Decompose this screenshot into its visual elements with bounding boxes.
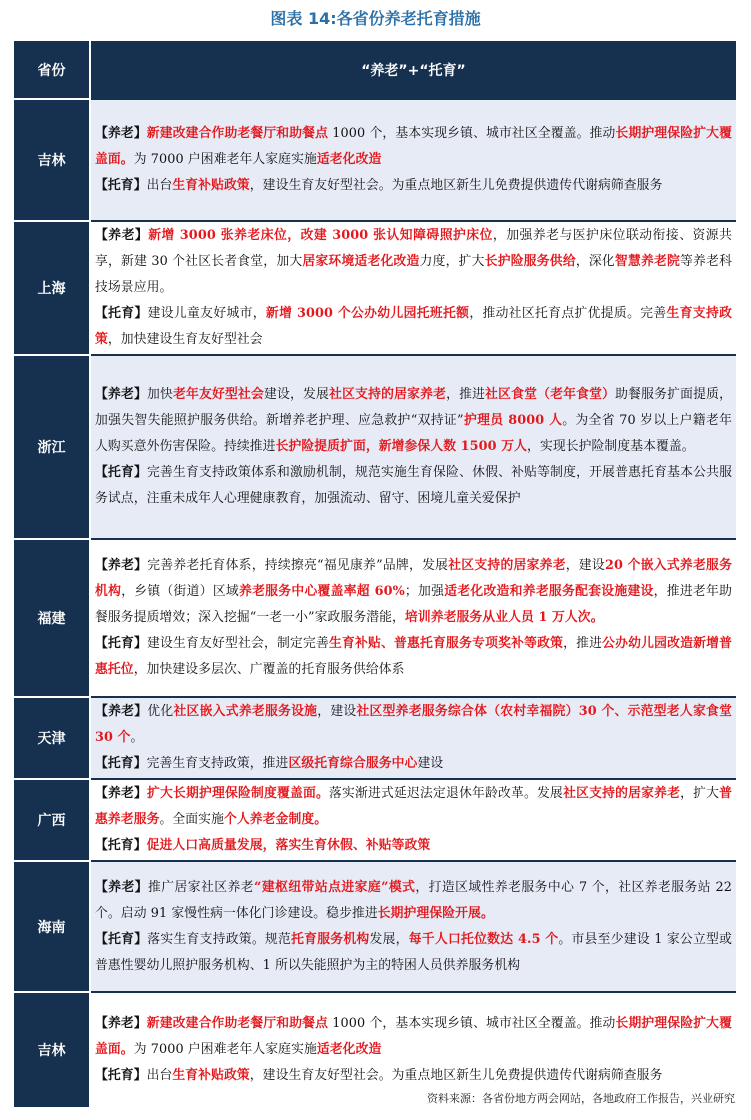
body-text: 为 7000 户困难老年人家庭实施 — [133, 1042, 317, 1057]
highlighted-text: 普惠养老服务 — [95, 786, 732, 827]
body-text: 助餐服务扩面提质，加强失智失能照护服务供给。新增养老护理、应急救护“双持证” — [95, 387, 733, 428]
elderly-care-paragraph — [95, 382, 732, 460]
highlighted-text: 老年友好型社会 — [173, 387, 265, 402]
category-tag: 【养老】 — [95, 228, 149, 243]
body-text: 推广居家社区养老 — [148, 879, 255, 895]
category-tag: 【托育】 — [95, 465, 148, 480]
highlighted-text: 社区食堂（老年食堂） — [485, 387, 616, 402]
province-cell: 天津 — [14, 697, 90, 779]
highlighted-text: 长期护理保险扩大覆盖面。 — [95, 126, 732, 167]
body-text: ，建设生育友好型社会。为重点地区新生儿免费提供遗传代谢病筛查服务 — [249, 178, 663, 193]
highlighted-text: 长护险服务供给 — [484, 254, 576, 269]
highlighted-text: 社区支持的居家养老 — [448, 558, 566, 573]
province-cell: 上海 — [14, 221, 90, 355]
body-text: ；加强 — [404, 584, 445, 599]
highlighted-text: 20 个嵌入式养老服务机构 — [95, 558, 732, 599]
body-text: ，建设生育友好型社会。为重点地区新生儿免费提供遗传代谢病筛查服务 — [249, 1068, 663, 1083]
table-row — [14, 861, 736, 992]
highlighted-text: 智慧养老院 — [614, 254, 681, 269]
source-note: 资料来源：各省份地方两会网站，各地政府工作报告，兴业研究 — [427, 1092, 735, 1105]
province-cell: 广西 — [14, 779, 90, 861]
header-measures: “养老”+“托育” — [90, 41, 736, 99]
body-text: ，乡镇（街道）区域 — [121, 584, 239, 599]
province-cell: 吉林 — [14, 99, 90, 221]
body-text: ，加快建设多层次、广覆盖的托育服务供给体系 — [133, 662, 405, 677]
highlighted-text: 适老化改造 — [316, 152, 382, 167]
body-text: 建设，发展 — [264, 387, 330, 402]
measures-cell — [90, 779, 736, 861]
highlighted-text: 生育补贴政策 — [172, 1068, 250, 1083]
body-text: ，推进老年助餐服务提质增效；深入挖掘“一老一小”家政服务潜能， — [95, 584, 732, 625]
body-text: 发展， — [369, 931, 409, 947]
table-row — [14, 99, 736, 221]
table-row — [14, 355, 736, 539]
body-text: 建设儿童友好城市， — [147, 306, 266, 321]
category-tag: 【托育】 — [95, 756, 147, 771]
province-cell: 浙江 — [14, 355, 90, 539]
highlighted-text: 新增 3000 个公办幼儿园托班托额 — [265, 306, 470, 321]
highlighted-text: 长期护理保险开展。 — [377, 905, 494, 921]
elderly-care-paragraph — [95, 553, 732, 631]
highlighted-text: 适老化改造 — [316, 1042, 382, 1057]
measures-cell — [90, 697, 736, 779]
body-text: ，扩大 — [680, 786, 720, 801]
measures-cell — [90, 539, 736, 697]
body-text: 。 — [130, 730, 144, 745]
highlighted-text: 护理员 8000 人 — [463, 413, 563, 428]
highlighted-text: 社区型养老服务综合体（农村幸福院）30 个、示范型老人家食堂 30 个 — [95, 704, 732, 745]
body-text: ，加强养老与医护床位联动衔接、资源共享，新建 30 个社区长者食堂，加大 — [95, 228, 733, 269]
category-tag: 【托育】 — [95, 306, 148, 321]
highlighted-text: 个人养老金制度。 — [223, 812, 328, 827]
body-text: ，实现长护险制度基本覆盖。 — [527, 439, 695, 454]
childcare-paragraph — [95, 1063, 732, 1089]
measures-cell — [90, 355, 736, 539]
category-tag: 【养老】 — [95, 704, 148, 719]
body-text: 落实渐进式延迟法定退休年龄改革。发展 — [329, 786, 564, 801]
body-text: 1000 个，基本实现乡镇、城市社区全覆盖。推动 — [328, 1016, 616, 1031]
category-tag: 【托育】 — [95, 1068, 147, 1083]
category-tag: 【托育】 — [95, 636, 148, 651]
childcare-paragraph — [95, 301, 732, 353]
measures-table — [14, 41, 736, 1107]
body-text: ，建设 — [565, 558, 605, 573]
body-text: ，建设 — [317, 704, 357, 719]
highlighted-text: 社区支持的居家养老 — [563, 786, 681, 801]
highlighted-text: 长期护理保险扩大覆盖面。 — [95, 1016, 732, 1057]
body-text: 出台 — [146, 1068, 173, 1083]
childcare-paragraph — [95, 833, 732, 859]
childcare-paragraph — [95, 927, 732, 979]
measures-cell — [90, 221, 736, 355]
elderly-care-paragraph — [95, 699, 732, 751]
body-text: 力度，扩大 — [419, 254, 485, 269]
category-tag: 【养老】 — [95, 126, 147, 141]
body-text: 。市县至少建设 1 家公立型或普惠性婴幼儿照护服务机构、1 所以失能照护为主的特困人员供养服务机构 — [95, 931, 733, 973]
elderly-care-paragraph — [95, 121, 732, 173]
category-tag: 【养老】 — [95, 879, 149, 895]
table-row — [14, 697, 736, 779]
category-tag: 【养老】 — [95, 1016, 147, 1031]
highlighted-text: 生育补贴政策 — [172, 178, 250, 193]
body-text: 。为全省 70 岁以上户籍老年人购买意外伤害保险。持续推进 — [95, 413, 733, 454]
elderly-care-paragraph — [95, 781, 732, 833]
province-cell: 福建 — [14, 539, 90, 697]
highlighted-text: “建枢纽带站点进家庭”模式 — [254, 879, 416, 895]
category-tag: 【托育】 — [95, 178, 147, 193]
highlighted-text: 生育支持政策 — [95, 306, 732, 347]
table-row — [14, 539, 736, 697]
body-text: ，打造区域性养老服务中心 7 个，社区养老服务站 22 个。启动 91 家慢性病一体化门诊建设。稳步推进 — [95, 879, 732, 921]
highlighted-text: 居家环境适老化改造 — [302, 254, 420, 269]
province-cell: 吉林 — [14, 992, 90, 1107]
body-text: ，推进 — [446, 387, 486, 402]
body-text: 完善生育支持政策，推进 — [146, 756, 289, 771]
highlighted-text: 社区支持的居家养老 — [329, 387, 447, 402]
highlighted-text: 托育服务机构 — [291, 931, 370, 947]
childcare-paragraph — [95, 460, 732, 512]
table-row — [14, 221, 736, 355]
highlighted-text: 社区嵌入式养老服务设施 — [173, 704, 318, 719]
elderly-care-paragraph — [95, 223, 732, 301]
elderly-care-paragraph — [95, 1011, 732, 1063]
highlighted-text: 生育补贴、普惠托育服务专项奖补等政策 — [329, 636, 564, 651]
body-text: ，推进 — [563, 636, 603, 651]
body-text: 完善养老托育体系，持续擦亮“福见康养”品牌，发展 — [147, 558, 449, 573]
body-text: 完善生育支持政策体系和激励机制，规范实施生育保险、休假、补贴等制度，开展普惠托育基本公共服务试点，注重未成年人心理健康教育，加强流动、留守、困境儿童关爱保护 — [95, 465, 733, 506]
highlighted-text: 养老服务中心覆盖率超 60% — [239, 584, 405, 599]
childcare-paragraph — [95, 751, 732, 777]
header-province: 省份 — [14, 41, 90, 99]
highlighted-text: 适老化改造和养老服务配套设施建设 — [444, 584, 654, 599]
table-row — [14, 779, 736, 861]
measures-cell — [90, 99, 736, 221]
highlighted-text: 扩大长期护理保险制度覆盖面。 — [147, 786, 330, 801]
highlighted-text: 促进人口高质量发展，落实生育休假、补贴等政策 — [146, 838, 431, 853]
body-text: ，推动社区托育点扩优提质。完善 — [469, 306, 667, 321]
category-tag: 【托育】 — [95, 931, 148, 947]
childcare-paragraph — [95, 173, 732, 199]
highlighted-text: 每千人口托位数达 4.5 个 — [408, 931, 559, 947]
body-text: 等养老科技场景应用。 — [95, 254, 732, 295]
childcare-paragraph — [95, 631, 732, 683]
highlighted-text: 区级托育综合服务中心 — [288, 756, 418, 771]
province-cell: 海南 — [14, 861, 90, 992]
measures-cell — [90, 861, 736, 992]
category-tag: 【托育】 — [95, 838, 147, 853]
body-text: 建设 — [417, 756, 444, 771]
category-tag: 【养老】 — [95, 786, 148, 801]
highlighted-text: 新建改建合作助老餐厅和助餐点 — [146, 126, 329, 141]
body-text: 为 7000 户困难老年人家庭实施 — [133, 152, 317, 167]
page-title: 图表 14:各省份养老托育措施 — [270, 9, 481, 28]
body-text: ，加快建设生育友好型社会 — [107, 332, 263, 347]
highlighted-text: 公办幼儿园改造新增普惠托位 — [95, 636, 733, 677]
body-text: 。全面实施 — [159, 812, 224, 827]
body-text: 加快 — [147, 387, 174, 402]
body-text: ，深化 — [575, 254, 615, 269]
category-tag: 【养老】 — [95, 387, 148, 402]
body-text: 落实生育支持政策。规范 — [147, 931, 292, 947]
body-text: 建设生育友好型社会，制定完善 — [147, 636, 330, 651]
category-tag: 【养老】 — [95, 558, 148, 573]
body-text: 优化 — [147, 704, 174, 719]
highlighted-text: 新建改建合作助老餐厅和助餐点 — [146, 1016, 329, 1031]
body-text: 出台 — [146, 178, 173, 193]
highlighted-text: 新增 3000 张养老床位，改建 3000 张认知障碍照护床位 — [148, 228, 493, 243]
table-header-row — [14, 41, 736, 99]
highlighted-text: 长护险提质扩面，新增参保人数 1500 万人 — [275, 439, 528, 454]
highlighted-text: 培训养老服务从业人员 1 万人次。 — [404, 610, 604, 625]
body-text: 1000 个，基本实现乡镇、城市社区全覆盖。推动 — [328, 126, 616, 141]
elderly-care-paragraph — [95, 875, 732, 927]
